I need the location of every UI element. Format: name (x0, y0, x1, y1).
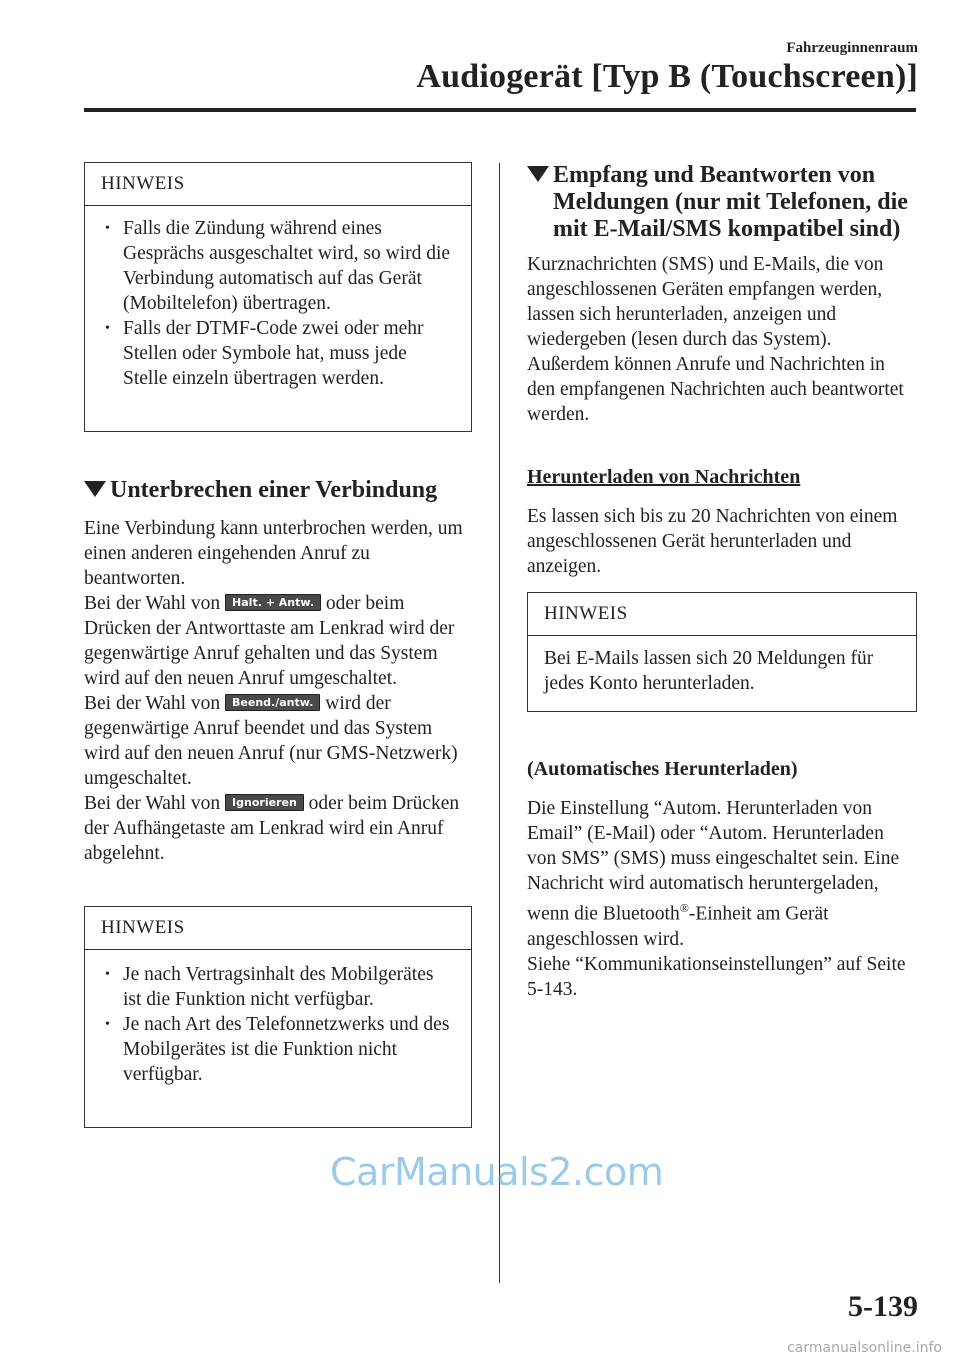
paragraph: Kurznachrichten (SMS) und E-Mails, die von angeschlossenen Geräten empfangen werden, lassen sich herunterladen, anzeigen und wiedergeben (lesen durch das System). (527, 254, 884, 350)
body-text (527, 252, 917, 427)
note-body: Bei E-Mails lassen sich 20 Meldungen für jedes Konto herunterladen. (544, 648, 874, 694)
note-box (84, 162, 472, 432)
body-text (527, 504, 917, 579)
watermark: CarManuals2.com (330, 1150, 664, 1194)
note-body (85, 950, 471, 1099)
subheading: Herunterladen von Nachrichten (527, 466, 801, 488)
paragraph: Es lassen sich bis zu 20 Nachrichten von einem angeschlossenen Gerät herunterladen und anzeigen. (527, 506, 898, 577)
note-title: HINWEIS (85, 163, 471, 206)
note-item: • Falls die Zündung während eines Gesprächs ausgeschaltet wird, so wird die Verbindung automatisch auf das Gerät (Mobiltelefon) übertragen. (101, 216, 455, 316)
triangle-marker-icon (84, 481, 106, 497)
note-item: • Je nach Art des Telefonnetzwerks und des Mobilgerätes ist die Funktion nicht verfügbar. (101, 1012, 455, 1087)
note-box (527, 592, 917, 712)
page-number: 5-139 (848, 1290, 918, 1323)
section-heading (527, 162, 919, 243)
halt-antw-button-icon: Halt. + Antw. (225, 594, 321, 611)
note-item: • Falls der DTMF-Code zwei oder mehr Stellen oder Symbole hat, muss jede Stelle einzeln übertragen werden. (101, 316, 455, 391)
triangle-marker-icon (527, 166, 549, 182)
note-list (101, 216, 455, 391)
page-title: Audiogerät [Typ B (Touchscreen)] (416, 58, 918, 95)
note-body (85, 206, 471, 403)
note-title: HINWEIS (85, 907, 471, 950)
paragraph: Siehe “Kommunikationseinstellungen” auf Seite 5-143. (527, 953, 906, 1000)
note-box (84, 906, 472, 1128)
footer-site: carmanualsonline.info (787, 1340, 942, 1356)
body-text (527, 796, 917, 1002)
beend-antw-button-icon: Beend./antw. (225, 694, 320, 711)
paragraph: Die Einstellung “Autom. Herunterladen von Email” (E-Mail) oder “Autom. Herunterladen von SMS” (SMS) muss eingeschaltet sein. Eine Nachricht wird automatisch heruntergeladen, wenn die Bluetooth®-Einheit am Gerät angeschlossen wird. (527, 798, 900, 950)
heading-text: Empfang und Beantworten von Meldungen (nur mit Telefonen, die mit E-Mail/SMS kompatibel sind) (553, 162, 908, 242)
subheading: (Automatisches Herunterladen) (527, 758, 798, 780)
body-text (84, 516, 472, 866)
paragraph: Bei der Wahl von Halt. + Antw. oder beim Drücken der Antworttaste am Lenkrad wird der gegenwärtige Anruf gehalten und das System wird auf den neuen Anruf umgeschaltet. (84, 593, 455, 689)
paragraph: Bei der Wahl von Ignorieren oder beim Drücken der Aufhängetaste am Lenkrad wird ein Anruf abgelehnt. (84, 793, 460, 864)
header-rule (84, 108, 916, 112)
paragraph: Eine Verbindung kann unterbrochen werden, um einen anderen eingehenden Anruf zu beantworten. (84, 518, 463, 589)
note-list (101, 962, 455, 1087)
paragraph: Bei der Wahl von Beend./antw. wird der gegenwärtige Anruf beendet und das System wird auf den neuen Anruf (nur GMS-Netzwerk) umgeschaltet. (84, 693, 458, 789)
ignorieren-button-icon: Ignorieren (225, 794, 304, 811)
paragraph: Außerdem können Anrufe und Nachrichten in den empfangenen Nachrichten auch beantwortet werden. (527, 354, 904, 425)
note-item: • Je nach Vertragsinhalt des Mobilgerätes ist die Funktion nicht verfügbar. (101, 962, 455, 1012)
section-label: Fahrzeuginnenraum (786, 40, 918, 56)
column-divider (499, 163, 500, 1283)
section-heading (84, 477, 472, 504)
heading-text: Unterbrechen einer Verbindung (110, 477, 438, 503)
note-title: HINWEIS (528, 593, 916, 636)
registered-mark: ® (679, 901, 689, 915)
